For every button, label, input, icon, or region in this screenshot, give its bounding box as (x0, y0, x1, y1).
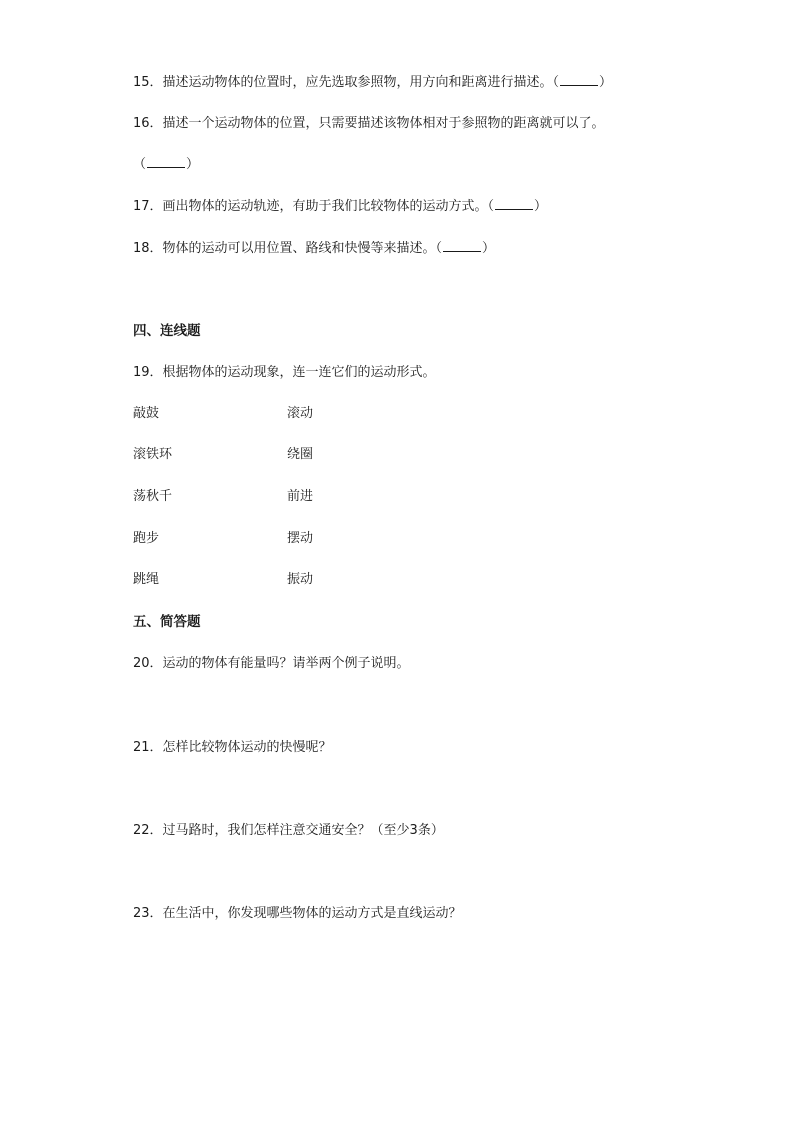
question-19: 19．根据物体的运动现象，连一连它们的运动形式。 (133, 365, 436, 380)
question-18 (133, 239, 495, 258)
question-16 (133, 115, 605, 133)
question-18-close: ） (482, 241, 496, 256)
question-17 (133, 197, 547, 216)
question-15-text: 15．描述运动物体的位置时，应先选取参照物，用方向和距离进行描述。（ (133, 75, 560, 90)
match-left-item[interactable]: 荡秋千 (133, 489, 173, 504)
match-right-item[interactable]: 振动 (287, 572, 314, 587)
question-18-text: 18．物体的运动可以用位置、路线和快慢等来描述。（ (133, 241, 443, 256)
answer-blank-18[interactable] (443, 239, 481, 252)
question-17-close: ） (534, 199, 548, 214)
match-left-item[interactable]: 滚铁环 (133, 447, 173, 462)
answer-blank-16[interactable] (147, 155, 185, 168)
answer-blank-17[interactable] (495, 197, 533, 210)
question-15 (133, 73, 612, 92)
match-right-item[interactable]: 绕圈 (287, 447, 314, 462)
question-23: 23．在生活中，你发现哪些物体的运动方式是直线运动？ (133, 906, 462, 921)
question-16-open: （ (133, 157, 147, 172)
section-heading-short-answer: 五、简答题 (133, 614, 201, 630)
question-21: 21．怎样比较物体运动的快慢呢？ (133, 740, 332, 755)
question-16-close: ） (186, 157, 200, 172)
question-22: 22．过马路时，我们怎样注意交通安全？（至少3条） (133, 823, 444, 838)
match-left-item[interactable]: 跳绳 (133, 572, 160, 587)
question-16-answer (133, 155, 199, 174)
match-right-item[interactable]: 前进 (287, 489, 314, 504)
match-left-item[interactable]: 跑步 (133, 531, 160, 546)
match-left-item[interactable]: 敲鼓 (133, 406, 160, 421)
question-17-text: 17．画出物体的运动轨迹，有助于我们比较物体的运动方式。（ (133, 199, 495, 214)
question-20: 20．运动的物体有能量吗？请举两个例子说明。 (133, 656, 410, 671)
question-16-text: 16．描述一个运动物体的位置，只需要描述该物体相对于参照物的距离就可以了。 (133, 116, 605, 131)
match-right-item[interactable]: 滚动 (287, 406, 314, 421)
section-heading-matching: 四、连线题 (133, 323, 201, 339)
match-right-item[interactable]: 摆动 (287, 531, 314, 546)
answer-blank-15[interactable] (560, 73, 598, 86)
question-15-close: ） (599, 75, 613, 90)
